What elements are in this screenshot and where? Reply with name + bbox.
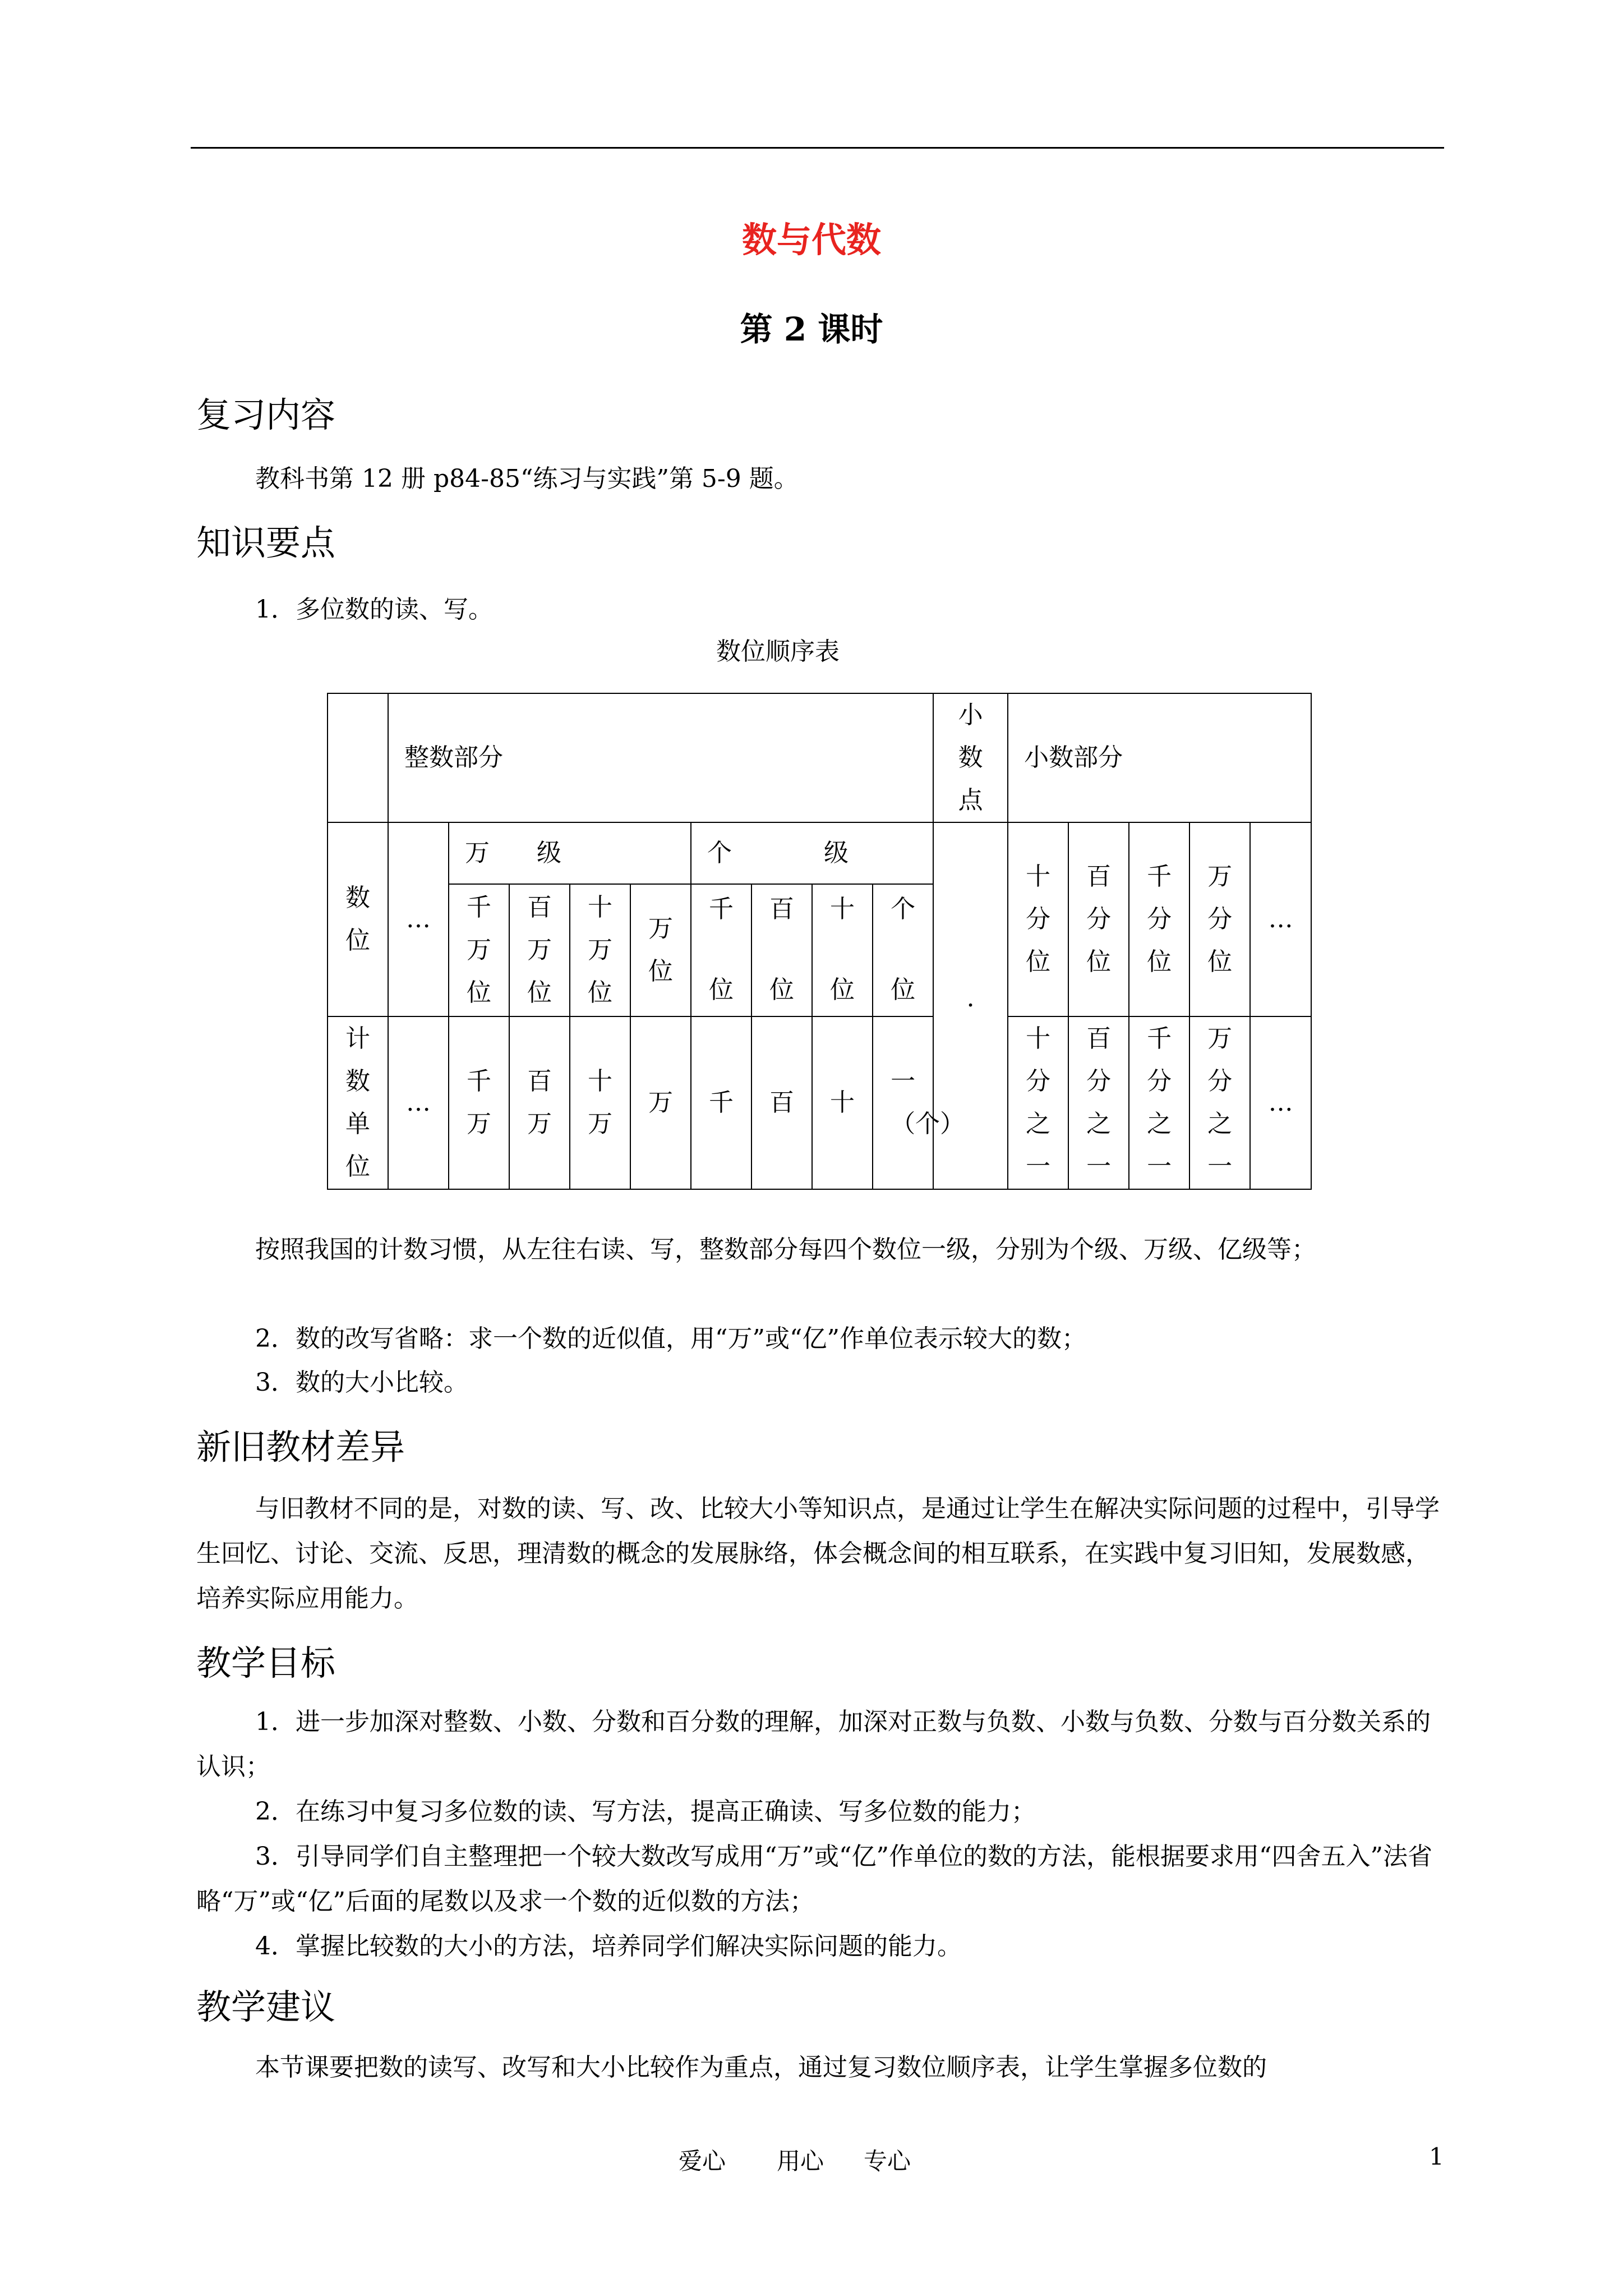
place-ten-millions: 千万位	[449, 884, 509, 1016]
page-number: 1	[1429, 2143, 1444, 2170]
key-point-2: 2．数的改写省略：求一个数的近似值，用“万”或“亿”作单位表示较大的数；	[255, 1324, 1086, 1353]
place-hundreds: 百 位	[751, 884, 812, 1016]
place-hundred-thousands: 十万位	[570, 884, 630, 1016]
heading-suggestions: 教学建议	[196, 1986, 336, 2027]
unit-ten-thousands: 万	[630, 1016, 691, 1189]
row-label-digit-place: 数位	[328, 822, 388, 1016]
place-tens: 十 位	[812, 884, 873, 1016]
unit-ten-millions: 千万	[449, 1016, 509, 1189]
decimal-point-label: 小数点	[958, 701, 983, 815]
footer-motto-2: 用心	[777, 2147, 824, 2175]
decimal-place-thousandths: 千分位	[1129, 822, 1189, 1016]
key-point-1: 1．多位数的读、写。	[255, 595, 493, 624]
unit-tenths: 十分之一	[1008, 1016, 1068, 1189]
row-label-counting-unit: 计数单位	[328, 1016, 388, 1189]
ellipsis-cell: …	[388, 1016, 449, 1189]
place-ten-thousands: 万位	[630, 884, 691, 1016]
table-explanation: 按照我国的计数习惯，从左往右读、写，整数部分每四个数位一级，分别为个级、万级、亿级等；	[255, 1235, 1316, 1264]
header-rule	[191, 147, 1444, 149]
heading-review-content: 复习内容	[196, 394, 336, 435]
lesson-subtitle: 第 2 课时	[740, 310, 883, 348]
integer-part-header: 整数部分	[388, 693, 933, 822]
decimal-part-header: 小数部分	[1008, 693, 1311, 822]
footer-motto-3: 专心	[864, 2147, 911, 2175]
unit-thousands: 千	[691, 1016, 751, 1189]
heading-objectives: 教学目标	[196, 1642, 336, 1683]
ellipsis-cell: …	[388, 822, 449, 1016]
suggestions-text: 本节课要把数的读写、改写和大小比较作为重点，通过复习数位顺序表，让学生掌握多位数的	[255, 2053, 1267, 2082]
objective-3: 3．引导同学们自主整理把一个较大数改写成用“万”或“亿”作单位的数的方法，能根据要求用“四舍五入”法省略“万”或“亿”后面的尾数以及求一个数的近似数的方法；	[196, 1842, 1432, 1916]
unit-hundred-thousands: 十万	[570, 1016, 630, 1189]
unit-hundredths: 百分之一	[1068, 1016, 1129, 1189]
decimal-place-hundredths: 百分位	[1068, 822, 1129, 1016]
footer-motto-1: 爱心	[679, 2147, 726, 2175]
unit-tens: 十	[812, 1016, 873, 1189]
unit-ones: 一（个）	[873, 1016, 933, 1189]
table-caption: 数位顺序表	[716, 637, 840, 666]
place-value-table	[327, 693, 1312, 1190]
key-point-3: 3．数的大小比较。	[255, 1368, 468, 1397]
differences-text: 与旧教材不同的是，对数的读、写、改、比较大小等知识点，是通过让学生在解决实际问题的过程中，引导学生回忆、讨论、交流、反思，理清数的概念的发展脉络，体会概念间的相互联系，在实践中复习旧知，发展数感，培养实际应用能力。	[196, 1494, 1440, 1613]
unit-millions: 百万	[509, 1016, 570, 1189]
objective-2: 2．在练习中复习多位数的读、写方法，提高正确读、写多位数的能力；	[255, 1797, 1036, 1826]
unit-hundreds: 百	[751, 1016, 812, 1189]
decimal-point-header	[933, 693, 1008, 822]
heading-key-points: 知识要点	[196, 522, 336, 563]
place-millions: 百万位	[509, 884, 570, 1016]
decimal-point-dot: ·	[933, 822, 1008, 1189]
decimal-place-tenths: 十分位	[1008, 822, 1068, 1016]
ellipsis-cell: …	[1250, 822, 1311, 1016]
table-corner-cell	[328, 693, 388, 822]
ellipsis-cell: …	[1250, 1016, 1311, 1189]
ge-level-header: 个 级	[691, 822, 933, 884]
place-thousands: 千 位	[691, 884, 751, 1016]
review-content-text: 教科书第 12 册 p84-85“练习与实践”第 5-9 题。	[255, 464, 799, 493]
wan-level-header: 万 级	[449, 822, 691, 884]
decimal-place-ten-thousandths: 万分位	[1189, 822, 1250, 1016]
objective-1: 1．进一步加深对整数、小数、分数和百分数的理解，加深对正数与负数、小数与负数、分数与百分数关系的认识；	[196, 1708, 1431, 1781]
objective-4: 4．掌握比较数的大小的方法，培养同学们解决实际问题的能力。	[255, 1932, 962, 1961]
heading-differences: 新旧教材差异	[196, 1427, 405, 1467]
document-title: 数与代数	[741, 219, 881, 260]
unit-thousandths: 千分之一	[1129, 1016, 1189, 1189]
place-ones: 个 位	[873, 884, 933, 1016]
unit-ten-thousandths: 万分之一	[1189, 1016, 1250, 1189]
